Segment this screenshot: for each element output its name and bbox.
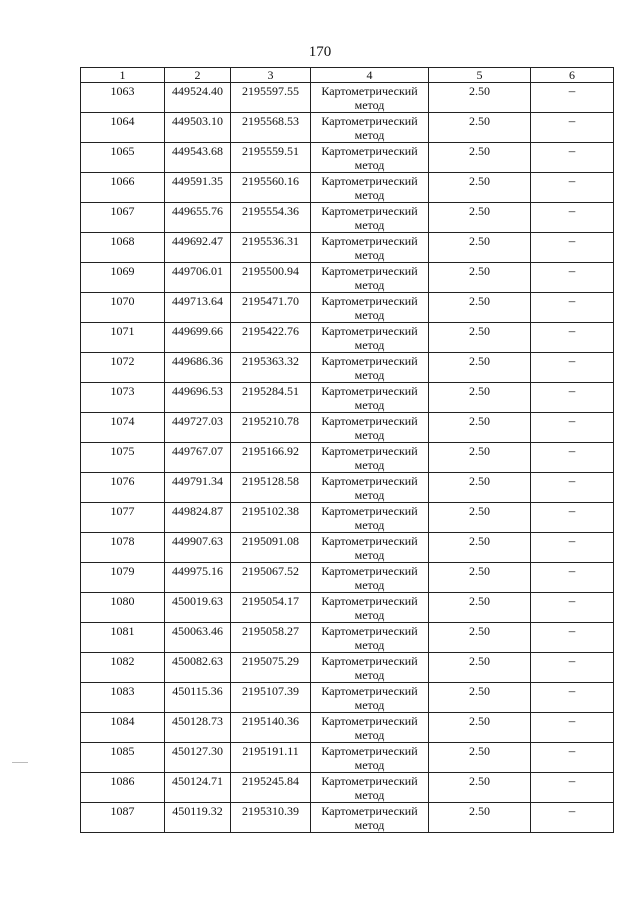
- accuracy-cell: 2.50: [429, 623, 531, 653]
- table-row: [81, 623, 614, 653]
- page-number: 170: [308, 44, 332, 60]
- x-coordinate-cell: 449975.16: [165, 563, 231, 593]
- y-coordinate-cell: 2195597.55: [231, 83, 311, 113]
- point-number-cell: 1079: [81, 563, 165, 593]
- column-header: 1: [81, 68, 165, 83]
- accuracy-cell: 2.50: [429, 113, 531, 143]
- accuracy-cell: 2.50: [429, 383, 531, 413]
- table-header-row: [81, 68, 614, 83]
- accuracy-cell: 2.50: [429, 653, 531, 683]
- point-number-cell: 1068: [81, 233, 165, 263]
- y-coordinate-cell: 2195471.70: [231, 293, 311, 323]
- accuracy-cell: 2.50: [429, 353, 531, 383]
- note-cell: –: [531, 653, 614, 683]
- accuracy-cell: 2.50: [429, 773, 531, 803]
- y-coordinate-cell: 2195363.32: [231, 353, 311, 383]
- point-number-cell: 1071: [81, 323, 165, 353]
- y-coordinate-cell: 2195128.58: [231, 473, 311, 503]
- accuracy-cell: 2.50: [429, 83, 531, 113]
- note-cell: –: [531, 503, 614, 533]
- note-cell: –: [531, 773, 614, 803]
- method-cell: Картометрический метод: [311, 233, 429, 263]
- y-coordinate-cell: 2195500.94: [231, 263, 311, 293]
- method-cell: Картометрический метод: [311, 773, 429, 803]
- point-number-cell: 1073: [81, 383, 165, 413]
- accuracy-cell: 2.50: [429, 293, 531, 323]
- method-cell: Картометрический метод: [311, 293, 429, 323]
- x-coordinate-cell: 450082.63: [165, 653, 231, 683]
- point-number-cell: 1069: [81, 263, 165, 293]
- x-coordinate-cell: 449686.36: [165, 353, 231, 383]
- column-header: 3: [231, 68, 311, 83]
- method-cell: Картометрический метод: [311, 173, 429, 203]
- table-row: [81, 263, 614, 293]
- method-cell: Картометрический метод: [311, 353, 429, 383]
- point-number-cell: 1075: [81, 443, 165, 473]
- accuracy-cell: 2.50: [429, 533, 531, 563]
- method-cell: Картометрический метод: [311, 443, 429, 473]
- note-cell: –: [531, 143, 614, 173]
- point-number-cell: 1066: [81, 173, 165, 203]
- point-number-cell: 1063: [81, 83, 165, 113]
- accuracy-cell: 2.50: [429, 323, 531, 353]
- table-row: [81, 473, 614, 503]
- point-number-cell: 1064: [81, 113, 165, 143]
- x-coordinate-cell: 449503.10: [165, 113, 231, 143]
- note-cell: –: [531, 443, 614, 473]
- note-cell: –: [531, 623, 614, 653]
- accuracy-cell: 2.50: [429, 173, 531, 203]
- point-number-cell: 1080: [81, 593, 165, 623]
- y-coordinate-cell: 2195568.53: [231, 113, 311, 143]
- y-coordinate-cell: 2195422.76: [231, 323, 311, 353]
- note-cell: –: [531, 743, 614, 773]
- note-cell: –: [531, 113, 614, 143]
- method-cell: Картометрический метод: [311, 743, 429, 773]
- x-coordinate-cell: 449706.01: [165, 263, 231, 293]
- y-coordinate-cell: 2195560.16: [231, 173, 311, 203]
- accuracy-cell: 2.50: [429, 743, 531, 773]
- method-cell: Картометрический метод: [311, 533, 429, 563]
- method-cell: Картометрический метод: [311, 593, 429, 623]
- accuracy-cell: 2.50: [429, 563, 531, 593]
- point-number-cell: 1086: [81, 773, 165, 803]
- method-cell: Картометрический метод: [311, 323, 429, 353]
- accuracy-cell: 2.50: [429, 803, 531, 833]
- point-number-cell: 1085: [81, 743, 165, 773]
- point-number-cell: 1072: [81, 353, 165, 383]
- note-cell: –: [531, 533, 614, 563]
- note-cell: –: [531, 263, 614, 293]
- table-row: [81, 233, 614, 263]
- method-cell: Картометрический метод: [311, 83, 429, 113]
- x-coordinate-cell: 449696.53: [165, 383, 231, 413]
- y-coordinate-cell: 2195166.92: [231, 443, 311, 473]
- table-row: [81, 293, 614, 323]
- x-coordinate-cell: 449524.40: [165, 83, 231, 113]
- y-coordinate-cell: 2195091.08: [231, 533, 311, 563]
- accuracy-cell: 2.50: [429, 713, 531, 743]
- y-coordinate-cell: 2195284.51: [231, 383, 311, 413]
- point-number-cell: 1070: [81, 293, 165, 323]
- method-cell: Картометрический метод: [311, 653, 429, 683]
- table-row: [81, 353, 614, 383]
- table-row: [81, 683, 614, 713]
- note-cell: –: [531, 473, 614, 503]
- column-header: 2: [165, 68, 231, 83]
- note-cell: –: [531, 353, 614, 383]
- x-coordinate-cell: 450128.73: [165, 713, 231, 743]
- method-cell: Картометрический метод: [311, 803, 429, 833]
- method-cell: Картометрический метод: [311, 623, 429, 653]
- note-cell: –: [531, 593, 614, 623]
- method-cell: Картометрический метод: [311, 383, 429, 413]
- x-coordinate-cell: 449713.64: [165, 293, 231, 323]
- y-coordinate-cell: 2195107.39: [231, 683, 311, 713]
- point-number-cell: 1084: [81, 713, 165, 743]
- table-row: [81, 83, 614, 113]
- y-coordinate-cell: 2195102.38: [231, 503, 311, 533]
- y-coordinate-cell: 2195559.51: [231, 143, 311, 173]
- note-cell: –: [531, 713, 614, 743]
- x-coordinate-cell: 450063.46: [165, 623, 231, 653]
- table-row: [81, 743, 614, 773]
- point-number-cell: 1087: [81, 803, 165, 833]
- point-number-cell: 1065: [81, 143, 165, 173]
- point-number-cell: 1083: [81, 683, 165, 713]
- y-coordinate-cell: 2195554.36: [231, 203, 311, 233]
- table-row: [81, 323, 614, 353]
- table-row: [81, 653, 614, 683]
- method-cell: Картометрический метод: [311, 713, 429, 743]
- y-coordinate-cell: 2195075.29: [231, 653, 311, 683]
- x-coordinate-cell: 450119.32: [165, 803, 231, 833]
- table-row: [81, 143, 614, 173]
- x-coordinate-cell: 450115.36: [165, 683, 231, 713]
- y-coordinate-cell: 2195140.36: [231, 713, 311, 743]
- accuracy-cell: 2.50: [429, 683, 531, 713]
- accuracy-cell: 2.50: [429, 443, 531, 473]
- point-number-cell: 1074: [81, 413, 165, 443]
- y-coordinate-cell: 2195058.27: [231, 623, 311, 653]
- point-number-cell: 1078: [81, 533, 165, 563]
- point-number-cell: 1067: [81, 203, 165, 233]
- point-number-cell: 1081: [81, 623, 165, 653]
- note-cell: –: [531, 233, 614, 263]
- note-cell: –: [531, 683, 614, 713]
- method-cell: Картометрический метод: [311, 503, 429, 533]
- x-coordinate-cell: 450127.30: [165, 743, 231, 773]
- accuracy-cell: 2.50: [429, 203, 531, 233]
- y-coordinate-cell: 2195191.11: [231, 743, 311, 773]
- x-coordinate-cell: 449692.47: [165, 233, 231, 263]
- table-row: [81, 413, 614, 443]
- point-number-cell: 1076: [81, 473, 165, 503]
- scan-mark: [12, 762, 28, 763]
- coordinates-table: [80, 67, 614, 833]
- column-header: 5: [429, 68, 531, 83]
- column-header: 6: [531, 68, 614, 83]
- table-row: [81, 593, 614, 623]
- accuracy-cell: 2.50: [429, 473, 531, 503]
- x-coordinate-cell: 449907.63: [165, 533, 231, 563]
- method-cell: Картометрический метод: [311, 143, 429, 173]
- method-cell: Картометрический метод: [311, 113, 429, 143]
- x-coordinate-cell: 449699.66: [165, 323, 231, 353]
- table-row: [81, 173, 614, 203]
- y-coordinate-cell: 2195054.17: [231, 593, 311, 623]
- method-cell: Картометрический метод: [311, 563, 429, 593]
- method-cell: Картометрический метод: [311, 413, 429, 443]
- table-body: [81, 83, 614, 833]
- method-cell: Картометрический метод: [311, 263, 429, 293]
- x-coordinate-cell: 449655.76: [165, 203, 231, 233]
- note-cell: –: [531, 203, 614, 233]
- table-row: [81, 713, 614, 743]
- accuracy-cell: 2.50: [429, 593, 531, 623]
- x-coordinate-cell: 450019.63: [165, 593, 231, 623]
- note-cell: –: [531, 413, 614, 443]
- table-row: [81, 203, 614, 233]
- x-coordinate-cell: 449727.03: [165, 413, 231, 443]
- note-cell: –: [531, 173, 614, 203]
- x-coordinate-cell: 449767.07: [165, 443, 231, 473]
- table-row: [81, 803, 614, 833]
- table-row: [81, 113, 614, 143]
- x-coordinate-cell: 449824.87: [165, 503, 231, 533]
- table-row: [81, 443, 614, 473]
- y-coordinate-cell: 2195067.52: [231, 563, 311, 593]
- x-coordinate-cell: 449791.34: [165, 473, 231, 503]
- table-row: [81, 773, 614, 803]
- point-number-cell: 1082: [81, 653, 165, 683]
- note-cell: –: [531, 383, 614, 413]
- note-cell: –: [531, 293, 614, 323]
- note-cell: –: [531, 83, 614, 113]
- table-row: [81, 383, 614, 413]
- accuracy-cell: 2.50: [429, 233, 531, 263]
- method-cell: Картометрический метод: [311, 683, 429, 713]
- x-coordinate-cell: 449543.68: [165, 143, 231, 173]
- accuracy-cell: 2.50: [429, 413, 531, 443]
- accuracy-cell: 2.50: [429, 263, 531, 293]
- note-cell: –: [531, 563, 614, 593]
- note-cell: –: [531, 323, 614, 353]
- table-row: [81, 503, 614, 533]
- method-cell: Картометрический метод: [311, 203, 429, 233]
- method-cell: Картометрический метод: [311, 473, 429, 503]
- y-coordinate-cell: 2195310.39: [231, 803, 311, 833]
- accuracy-cell: 2.50: [429, 503, 531, 533]
- table-row: [81, 533, 614, 563]
- table-row: [81, 563, 614, 593]
- note-cell: –: [531, 803, 614, 833]
- column-header: 4: [311, 68, 429, 83]
- accuracy-cell: 2.50: [429, 143, 531, 173]
- x-coordinate-cell: 449591.35: [165, 173, 231, 203]
- y-coordinate-cell: 2195210.78: [231, 413, 311, 443]
- point-number-cell: 1077: [81, 503, 165, 533]
- x-coordinate-cell: 450124.71: [165, 773, 231, 803]
- y-coordinate-cell: 2195536.31: [231, 233, 311, 263]
- y-coordinate-cell: 2195245.84: [231, 773, 311, 803]
